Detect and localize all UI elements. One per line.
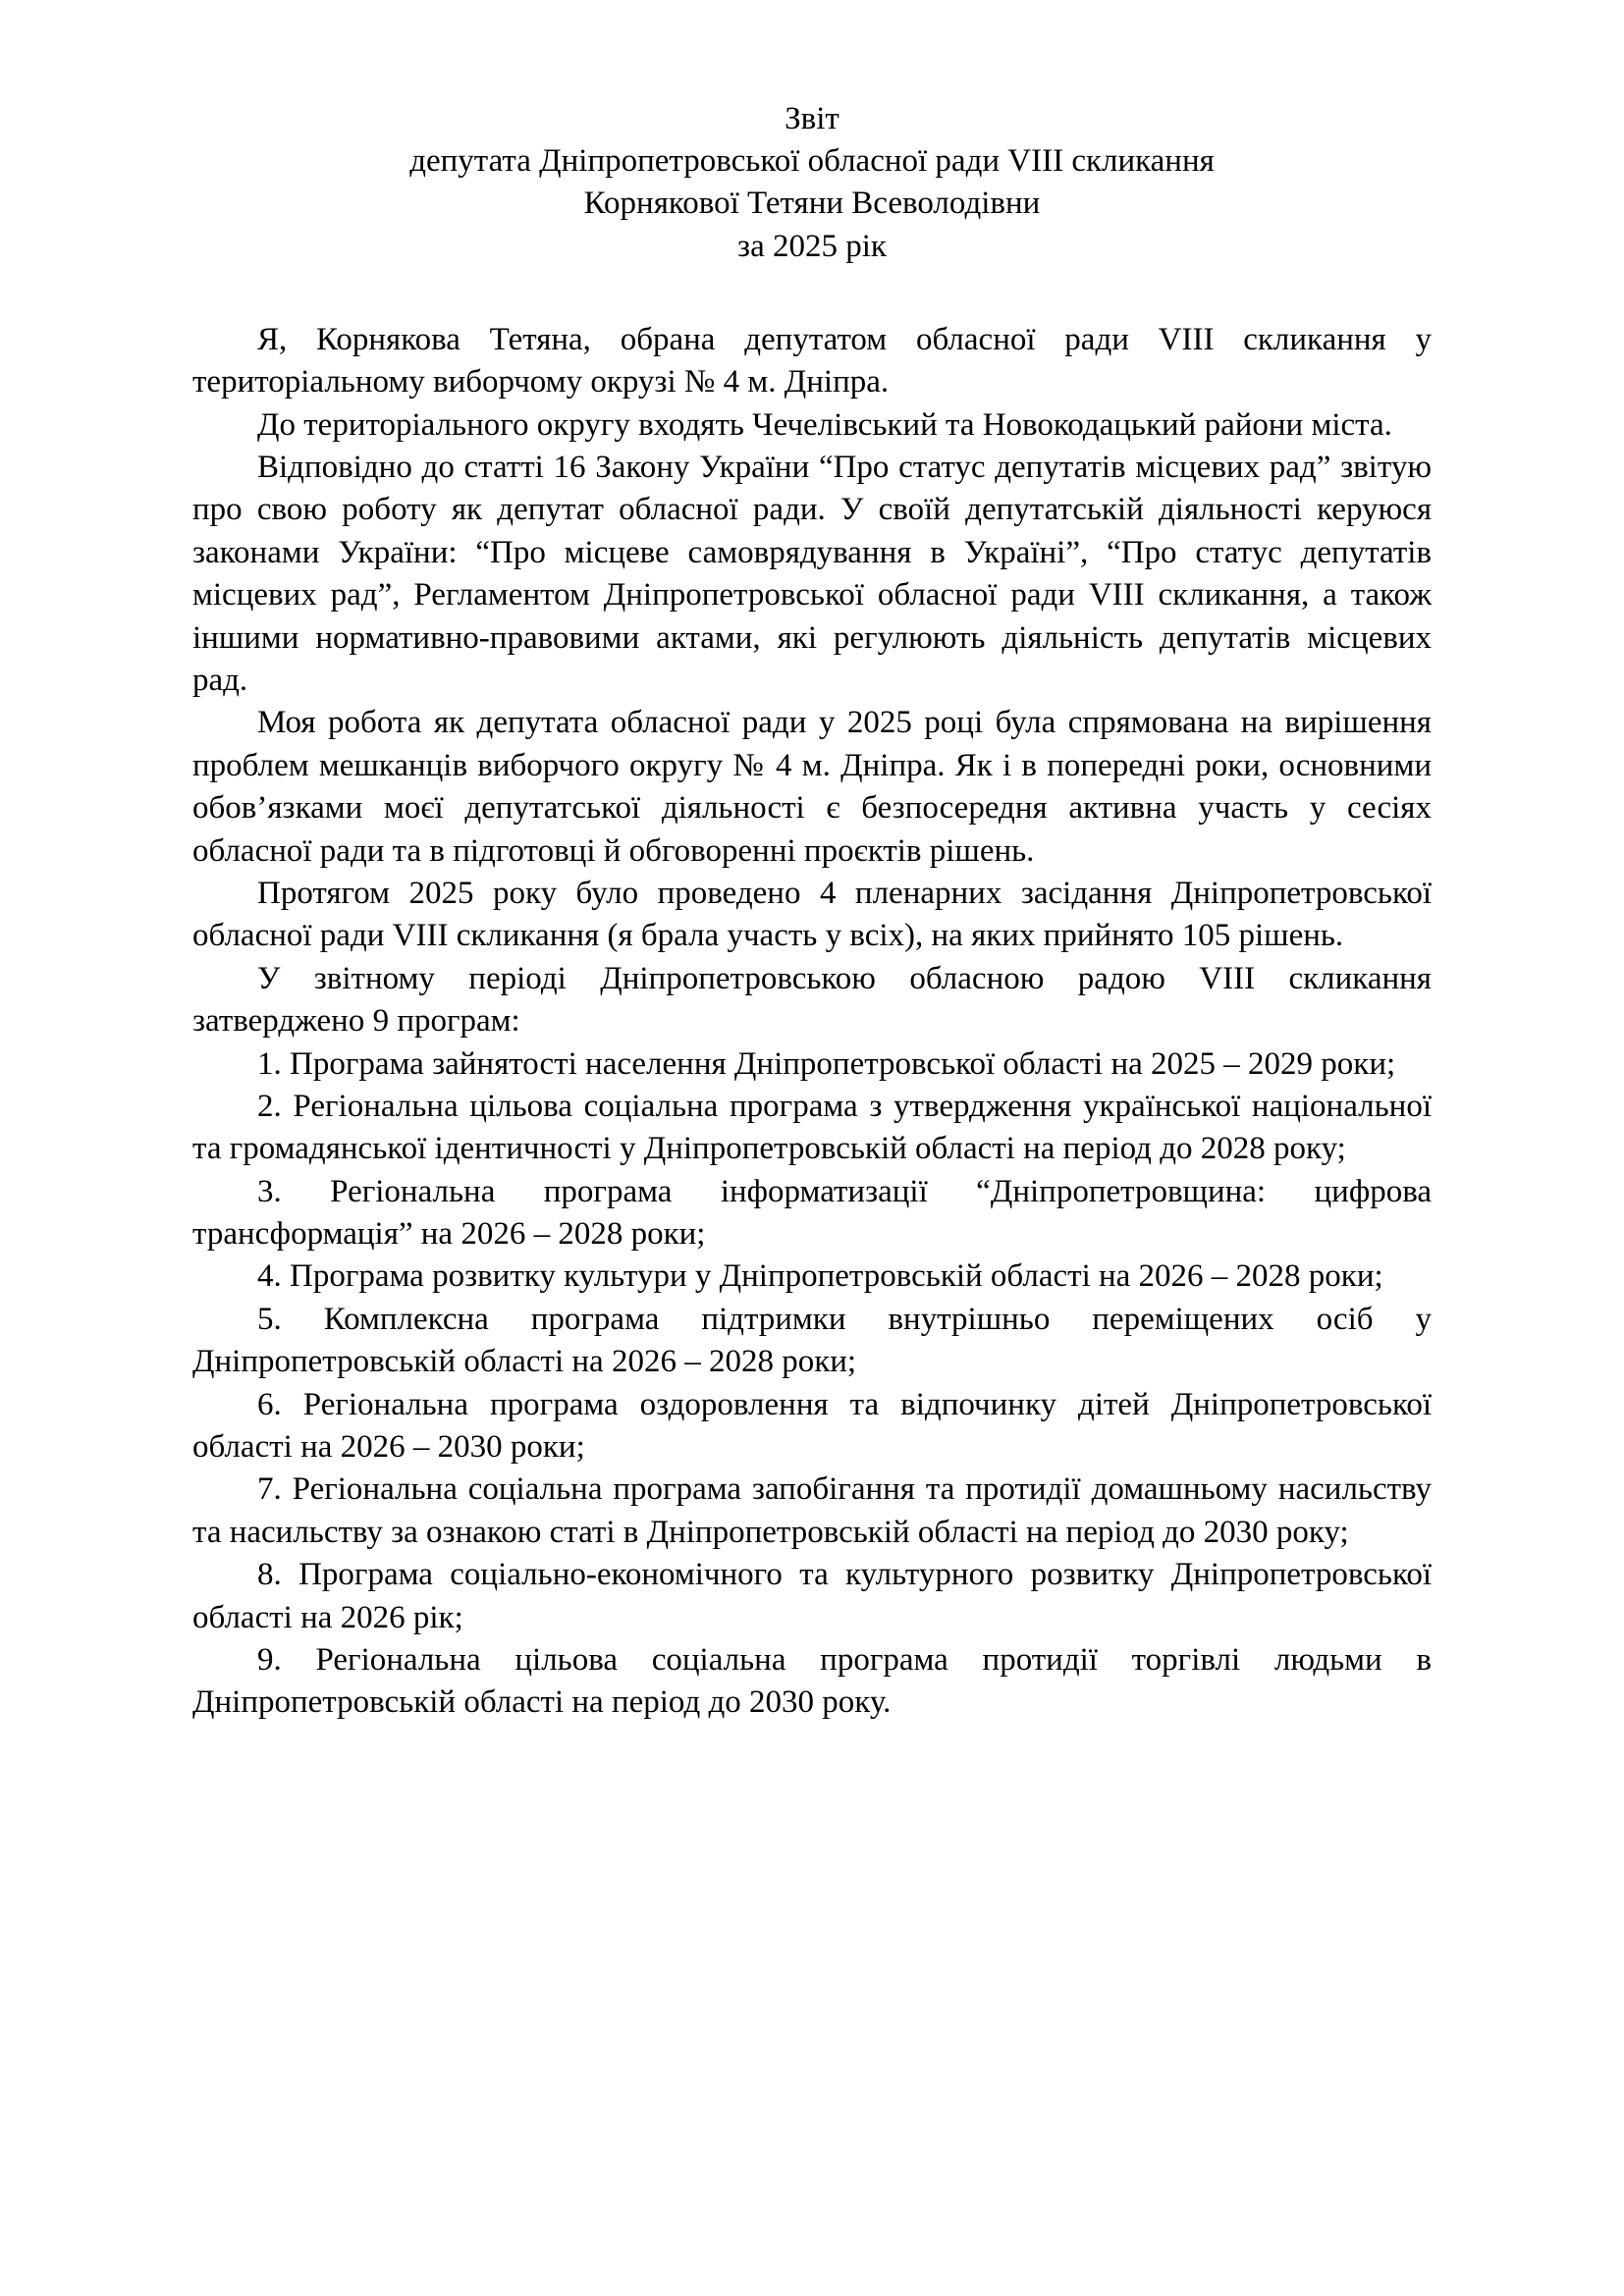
- program-item-7: 7. Регіональна соціальна програма запобігання та протидії домашньому насильству та насильству за ознакою статі в Дніпропетровській області на період до 2030 року;: [192, 1471, 1432, 1550]
- body-paragraphs: [192, 319, 1432, 1043]
- program-item-1: 1. Програма зайнятості населення Дніпропетровської області на 2025 – 2029 роки;: [257, 1045, 1396, 1082]
- paragraph-sessions: Протягом 2025 року було проведено 4 пленарних засідання Дніпропетровської обласної ради VIII скликання (я брала участь у всіх), на яких прийнято 105 рішень.: [192, 875, 1432, 954]
- program-item-9: 9. Регіональна цільова соціальна програма протидії торгівлі людьми в Дніпропетровській області на період до 2030 року.: [192, 1641, 1432, 1721]
- document-content: [192, 98, 1432, 1725]
- paragraph-district: До територіального округу входять Чечелівський та Новокодацький райони міста.: [257, 406, 1392, 443]
- program-item-5: 5. Комплексна програма підтримки внутрішньо переміщених осіб у Дніпропетровській області на 2026 – 2028 роки;: [192, 1301, 1432, 1380]
- program-item-8: 8. Програма соціально-економічного та культурного розвитку Дніпропетровської області на 2026 рік;: [192, 1557, 1432, 1635]
- document-title-block: [192, 98, 1432, 268]
- title-body-spacer: [192, 268, 1432, 319]
- programs-list: [192, 1043, 1432, 1725]
- program-item-6: 6. Регіональна програма оздоровлення та відпочинку дітей Дніпропетровської області на 2026 – 2030 роки;: [192, 1386, 1432, 1466]
- program-item-3: 3. Регіональна програма інформатизації “Дніпропетровщина: цифрова трансформація” на 2026 – 2028 роки;: [192, 1173, 1432, 1253]
- program-item-2: 2. Регіональна цільова соціальна програма з утвердження української національної та громадянської ідентичності у Дніпропетровській області на період до 2028 року;: [192, 1088, 1432, 1167]
- title-line-council: депутата Дніпропетровської обласної ради VIII скликання: [409, 143, 1215, 180]
- title-line-name: Корнякової Тетяни Всеволодівни: [583, 186, 1041, 222]
- paragraph-legal-basis: Відповідно до статті 16 Закону України “Про статус депутатів місцевих рад” звітую про свою роботу як депутат обласної ради. У своїй депутатській діяльності керуюся законами України: “Про місцеве самоврядування в Україні”, “Про статус депутатів місцевих рад”, Регламентом Дніпропетровської обласної ради VIII скликання, а також іншими нормативно-правовими актами, які регулюють діяльність депутатів місцевих рад.: [192, 450, 1432, 698]
- paragraph-intro: Я, Корнякова Тетяна, обрана депутатом обласної ради VIII скликання у територіальному виборчому окрузі № 4 м. Дніпра.: [192, 321, 1432, 400]
- program-item-4: 4. Програма розвитку культури у Дніпропетровській області на 2026 – 2028 роки;: [257, 1258, 1383, 1295]
- title-line-report: Звіт: [785, 101, 839, 136]
- title-line-year: за 2025 рік: [737, 228, 887, 264]
- paragraph-work-focus: Моя робота як депутата обласної ради у 2025 році була спрямована на вирішення проблем мешканців виборчого округу № 4 м. Дніпра. Як і в попередні роки, основними обов’язками моєї депутатської діяльності є безпосередня активна участь у сесіях обласної ради та в підготовці й обговоренні проєктів рішень.: [192, 705, 1432, 869]
- paragraph-programs-intro: У звітному періоді Дніпропетровською обласною радою VIII скликання затверджено 9 програм:: [192, 960, 1432, 1040]
